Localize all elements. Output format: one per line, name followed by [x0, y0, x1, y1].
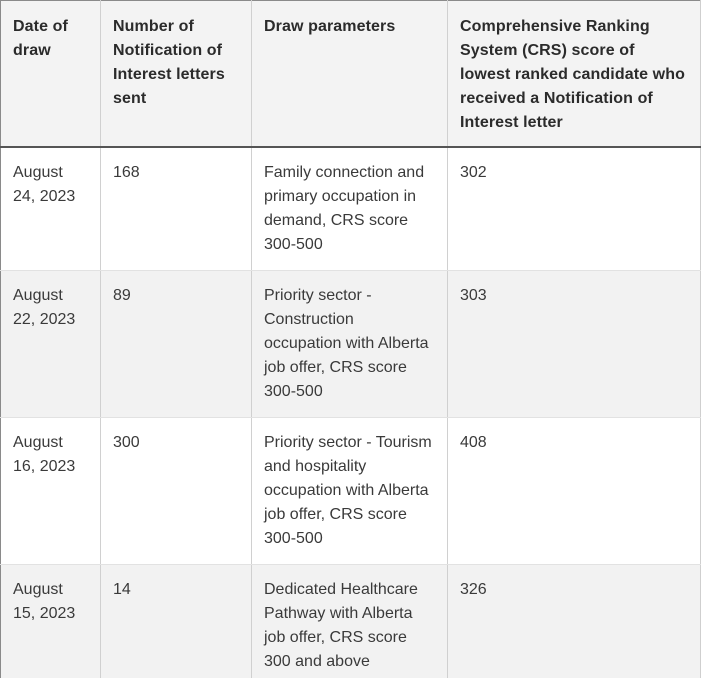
- header-row: [1, 1, 701, 148]
- cell-letters: 14: [101, 565, 252, 678]
- cell-letters: 168: [101, 147, 252, 271]
- header-letters-sent: Number of Notification of Interest letters sent: [101, 1, 252, 148]
- header-crs-score: Comprehensive Ranking System (CRS) score of lowest ranked candidate who received a Notification of Interest letter: [448, 1, 701, 148]
- cell-parameters: Priority sector - Construction occupation with Alberta job offer, CRS score 300-500: [252, 271, 448, 418]
- table-row: [1, 147, 701, 271]
- cell-parameters: Dedicated Healthcare Pathway with Alberta job offer, CRS score 300 and above: [252, 565, 448, 678]
- cell-score: 303: [448, 271, 701, 418]
- table-row: [1, 418, 701, 565]
- cell-date: August 16, 2023: [1, 418, 101, 565]
- cell-letters: 89: [101, 271, 252, 418]
- cell-date: August 15, 2023: [1, 565, 101, 678]
- table-header: [1, 1, 701, 148]
- table-row: [1, 271, 701, 418]
- table-row: [1, 565, 701, 678]
- header-date-of-draw: Date of draw: [1, 1, 101, 148]
- cell-score: 302: [448, 147, 701, 271]
- cell-letters: 300: [101, 418, 252, 565]
- cell-parameters: Priority sector - Tourism and hospitality occupation with Alberta job offer, CRS score 300-500: [252, 418, 448, 565]
- header-draw-parameters: Draw parameters: [252, 1, 448, 148]
- cell-score: 326: [448, 565, 701, 678]
- table-body: [1, 147, 701, 678]
- cell-score: 408: [448, 418, 701, 565]
- cell-parameters: Family connection and primary occupation in demand, CRS score 300-500: [252, 147, 448, 271]
- cell-date: August 24, 2023: [1, 147, 101, 271]
- cell-date: August 22, 2023: [1, 271, 101, 418]
